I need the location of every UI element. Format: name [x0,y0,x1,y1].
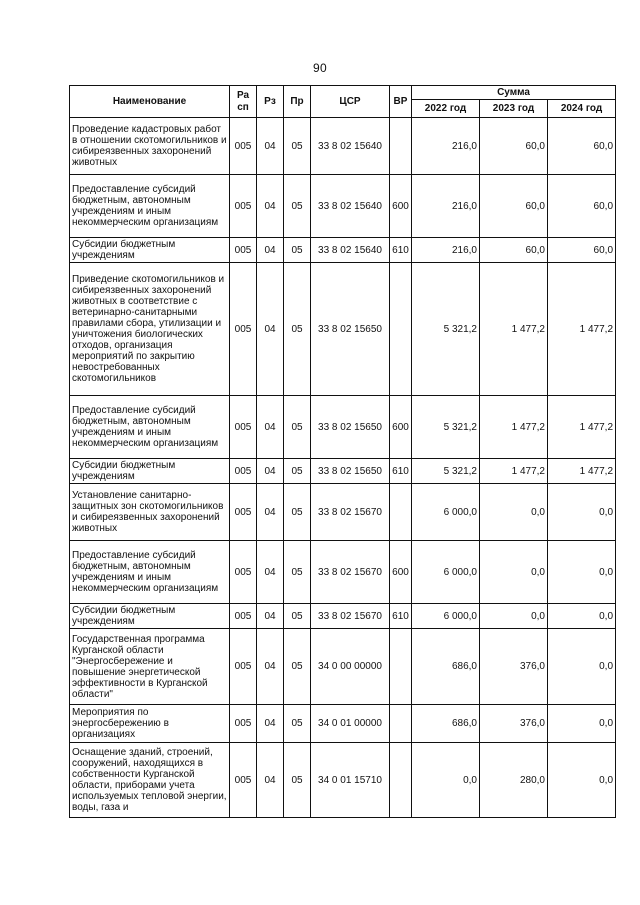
row-amount-2022: 216,0 [412,118,480,175]
row-amount-2024: 1 477,2 [548,459,616,484]
row-rz: 04 [257,541,284,604]
row-amount-2023: 60,0 [480,238,548,263]
row-rasp: 005 [230,118,257,175]
table-row [70,459,616,484]
row-name: Субсидии бюджетным учреждениям [70,604,230,629]
row-pr: 05 [284,629,311,705]
row-amount-2022: 5 321,2 [412,396,480,459]
row-amount-2024: 0,0 [548,541,616,604]
row-amount-2022: 0,0 [412,743,480,818]
row-rz: 04 [257,118,284,175]
table-row [70,604,616,629]
row-csr: 34 0 01 15710 [311,743,390,818]
header-year-2024: 2024 год [548,100,616,118]
row-amount-2024: 60,0 [548,118,616,175]
row-rz: 04 [257,459,284,484]
row-rasp: 005 [230,238,257,263]
row-pr: 05 [284,743,311,818]
row-name: Субсидии бюджетным учреждениям [70,459,230,484]
row-rz: 04 [257,175,284,238]
row-rz: 04 [257,263,284,396]
header-sum: Сумма [412,86,616,100]
row-pr: 05 [284,175,311,238]
header-year-2023: 2023 год [480,100,548,118]
row-amount-2024: 60,0 [548,238,616,263]
row-rasp: 005 [230,484,257,541]
row-pr: 05 [284,263,311,396]
row-amount-2024: 1 477,2 [548,263,616,396]
row-csr: 33 8 02 15650 [311,459,390,484]
row-name: Государственная программа Курганской области "Энергосбережение и повышение энергетической эффективности в Курганской области" [70,629,230,705]
row-name: Субсидии бюджетным учреждениям [70,238,230,263]
header-vr: ВР [390,86,412,118]
row-amount-2023: 60,0 [480,118,548,175]
row-rz: 04 [257,629,284,705]
header-rz: Рз [257,86,284,118]
row-vr: 600 [390,175,412,238]
row-csr: 33 8 02 15670 [311,604,390,629]
row-rasp: 005 [230,629,257,705]
row-name: Оснащение зданий, строений, сооружений, находящихся в собственности Курганской области, приборами учета используемых тепловой энергии, воды, газа и [70,743,230,818]
row-rz: 04 [257,396,284,459]
row-amount-2023: 376,0 [480,705,548,743]
row-name: Мероприятия по энергосбережению в организациях [70,705,230,743]
row-vr [390,118,412,175]
row-rasp: 005 [230,263,257,396]
row-rz: 04 [257,238,284,263]
row-vr [390,484,412,541]
header-rasp-line1: Ра [236,89,250,101]
row-amount-2024: 0,0 [548,705,616,743]
row-amount-2024: 0,0 [548,743,616,818]
row-name: Проведение кадастровых работ в отношении скотомогильников и сибиреязвенных захоронений животных [70,118,230,175]
header-year-2022: 2022 год [412,100,480,118]
row-rasp: 005 [230,705,257,743]
row-rz: 04 [257,484,284,541]
table-row [70,175,616,238]
budget-table [69,85,616,818]
row-amount-2022: 5 321,2 [412,459,480,484]
row-amount-2023: 0,0 [480,604,548,629]
row-amount-2023: 1 477,2 [480,263,548,396]
row-name: Приведение скотомогильников и сибиреязвенных захоронений животных в соответствие с ветеринарно-санитарными правилами сбора, утилизации и уничтожения биологических отходов, организация мероприятий по закрытию невостребованных скотомогильников [70,263,230,396]
row-pr: 05 [284,541,311,604]
row-csr: 33 8 02 15650 [311,263,390,396]
table-row [70,541,616,604]
row-vr: 610 [390,459,412,484]
row-amount-2023: 280,0 [480,743,548,818]
table-row [70,629,616,705]
row-rasp: 005 [230,459,257,484]
header-name: Наименование [70,86,230,118]
row-csr: 33 8 02 15670 [311,484,390,541]
row-amount-2023: 1 477,2 [480,459,548,484]
row-vr: 600 [390,541,412,604]
row-csr: 34 0 00 00000 [311,629,390,705]
table-row [70,238,616,263]
row-amount-2022: 216,0 [412,238,480,263]
row-amount-2023: 0,0 [480,484,548,541]
row-pr: 05 [284,238,311,263]
row-amount-2024: 60,0 [548,175,616,238]
row-amount-2023: 376,0 [480,629,548,705]
row-name: Предоставление субсидий бюджетным, автономным учреждениям и иным некоммерческим организациям [70,175,230,238]
header-csr: ЦСР [311,86,390,118]
row-csr: 33 8 02 15640 [311,175,390,238]
row-amount-2023: 60,0 [480,175,548,238]
row-rasp: 005 [230,743,257,818]
table-row [70,705,616,743]
row-csr: 33 8 02 15670 [311,541,390,604]
row-csr: 34 0 01 00000 [311,705,390,743]
header-rasp [230,86,257,118]
row-pr: 05 [284,459,311,484]
row-csr: 33 8 02 15640 [311,118,390,175]
row-pr: 05 [284,118,311,175]
table-row [70,396,616,459]
row-amount-2024: 0,0 [548,629,616,705]
row-vr [390,629,412,705]
row-amount-2022: 6 000,0 [412,604,480,629]
table-header [70,86,616,118]
row-vr [390,705,412,743]
row-pr: 05 [284,705,311,743]
row-amount-2022: 6 000,0 [412,484,480,541]
row-vr: 610 [390,238,412,263]
row-amount-2024: 0,0 [548,604,616,629]
row-rasp: 005 [230,396,257,459]
row-csr: 33 8 02 15640 [311,238,390,263]
row-rz: 04 [257,705,284,743]
row-pr: 05 [284,604,311,629]
row-amount-2022: 686,0 [412,629,480,705]
row-amount-2023: 1 477,2 [480,396,548,459]
row-amount-2023: 0,0 [480,541,548,604]
row-csr: 33 8 02 15650 [311,396,390,459]
row-name: Установление санитарно-защитных зон скотомогильников и сибиреязвенных захоронений животных [70,484,230,541]
row-pr: 05 [284,484,311,541]
table-row [70,743,616,818]
row-vr [390,263,412,396]
row-rz: 04 [257,604,284,629]
page-number: 90 [313,61,327,75]
header-pr: Пр [284,86,311,118]
row-amount-2022: 6 000,0 [412,541,480,604]
row-name: Предоставление субсидий бюджетным, автономным учреждениям и иным некоммерческим организациям [70,396,230,459]
table-row [70,263,616,396]
row-name: Предоставление субсидий бюджетным, автономным учреждениям и иным некоммерческим организациям [70,541,230,604]
table-body [70,118,616,818]
row-rz: 04 [257,743,284,818]
row-rasp: 005 [230,541,257,604]
table-row [70,118,616,175]
row-amount-2022: 686,0 [412,705,480,743]
row-pr: 05 [284,396,311,459]
row-vr: 600 [390,396,412,459]
table-row [70,484,616,541]
row-vr: 610 [390,604,412,629]
row-amount-2022: 216,0 [412,175,480,238]
row-rasp: 005 [230,604,257,629]
row-vr [390,743,412,818]
row-amount-2024: 0,0 [548,484,616,541]
row-rasp: 005 [230,175,257,238]
header-rasp-line2: сп [237,101,249,113]
row-amount-2022: 5 321,2 [412,263,480,396]
row-amount-2024: 1 477,2 [548,396,616,459]
